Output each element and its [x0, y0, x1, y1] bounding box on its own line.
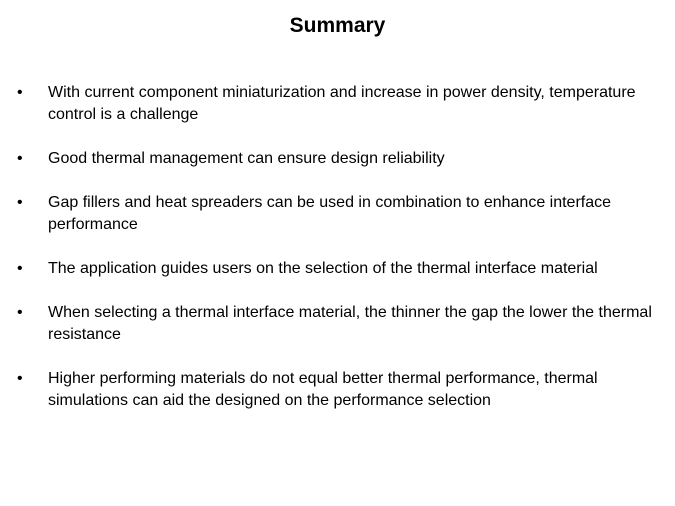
bullet-item — [0, 302, 668, 346]
slide-title: Summary — [289, 14, 386, 37]
bullet-item — [0, 368, 668, 412]
bullet-text: Gap fillers and heat spreaders can be used in combination to enhance interface performance — [48, 194, 612, 233]
bullet-marker: • — [17, 260, 23, 277]
bullet-marker: • — [17, 370, 23, 387]
bullet-item — [0, 258, 668, 280]
bullet-text: The application guides users on the selection of the thermal interface material — [48, 260, 598, 277]
bullet-marker: • — [17, 84, 23, 101]
bullet-item — [0, 148, 668, 170]
bullet-item — [0, 82, 668, 126]
bullet-list — [0, 82, 668, 434]
bullet-marker: • — [17, 304, 23, 321]
bullet-item — [0, 192, 668, 236]
bullet-marker: • — [17, 194, 23, 211]
bullet-text: Good thermal management can ensure design reliability — [48, 150, 445, 167]
bullet-text: With current component miniaturization and increase in power density, temperature control is a challenge — [48, 84, 636, 123]
bullet-marker: • — [17, 150, 23, 167]
bullet-text: Higher performing materials do not equal better thermal performance, thermal simulations can aid the designed on the performance selection — [48, 370, 598, 409]
bullet-text: When selecting a thermal interface material, the thinner the gap the lower the thermal resistance — [48, 304, 652, 343]
